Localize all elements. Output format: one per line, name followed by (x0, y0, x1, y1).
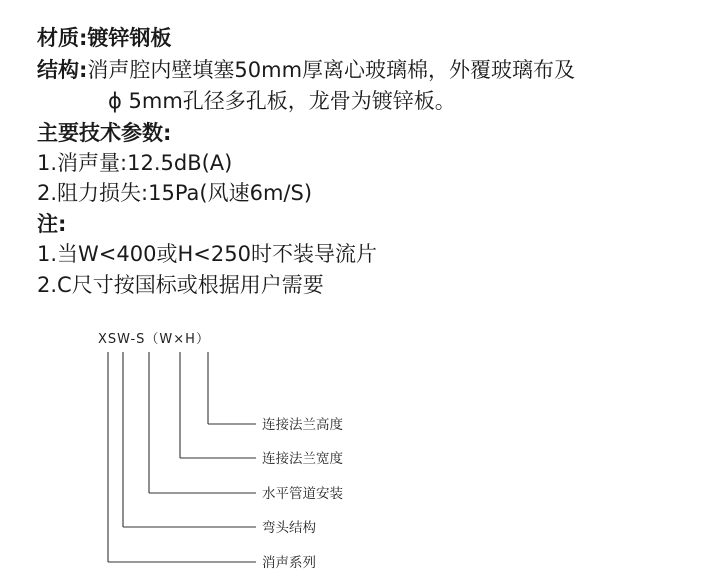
legend-flange-width: 连接法兰宽度 (262, 451, 343, 467)
legend-silencer-series: 消声系列 (262, 555, 316, 571)
structure-text-line2: ϕ 5mm孔径多孔板，龙骨为镀锌板。 (108, 89, 456, 113)
legend-flange-height: 连接法兰高度 (262, 417, 343, 433)
param-noise-reduction: 1.消声量:12.5dB(A) (37, 151, 233, 175)
note-1: 1.当W<400或H<250时不装导流片 (37, 242, 377, 266)
notes-heading: 注: (37, 212, 67, 236)
material-label: 材质: (37, 26, 88, 50)
params-heading: 主要技术参数: (37, 121, 172, 145)
param-resistance-loss: 2.阻力损失:15Pa(风速6m/S) (37, 181, 313, 205)
legend-horizontal-install: 水平管道安装 (262, 486, 343, 502)
note-2: 2.C尺寸按国标或根据用户需要 (37, 273, 324, 297)
structure-label: 结构: (37, 58, 88, 82)
model-code: XSW-S（W×H） (98, 332, 210, 347)
material-value: 镀锌钢板 (87, 26, 172, 50)
legend-elbow-structure: 弯头结构 (262, 520, 316, 536)
structure-text-line1: 消声腔内壁填塞50mm厚离心玻璃棉，外覆玻璃布及 (87, 58, 576, 82)
